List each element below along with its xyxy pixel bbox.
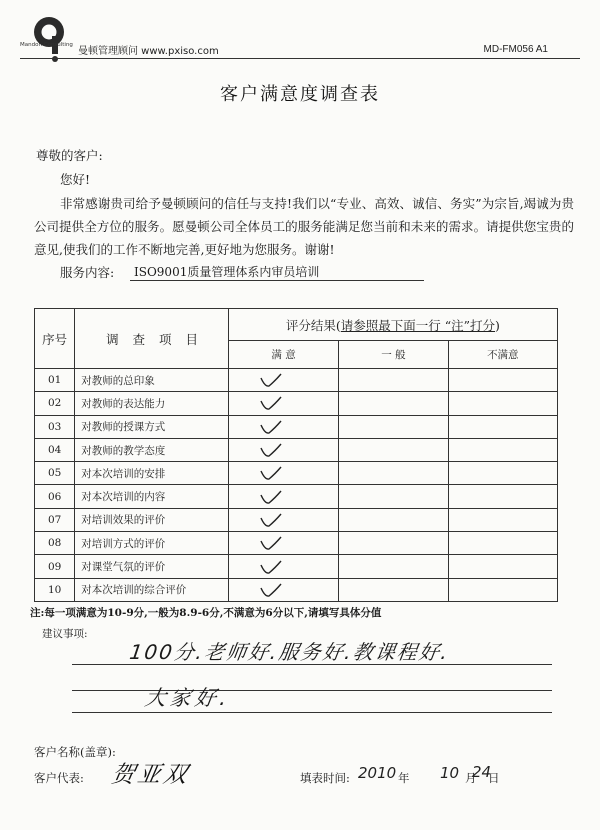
rating-cell-unsatisfied[interactable] bbox=[448, 485, 557, 508]
row-number: 10 bbox=[35, 578, 75, 601]
intro-paragraph: 非常感谢贵司给予曼顿顾问的信任与支持!我们以“专业、高效、诚信、务实”为宗旨,竭诚为贵公司提供全方位的服务。愿曼顿公司全体员工的服务能满足您当前和未来的需求。请提供您宝贵的意见,使我们的工作不断地完善,更好地为您服务。谢谢! bbox=[34, 196, 574, 257]
scoring-note: 注:每一项满意为10-9分,一般为8.9-6分,不满意为6分以下,请填写具体分值 bbox=[30, 607, 382, 619]
suggestion-label: 建议事项: bbox=[42, 628, 88, 640]
checkmark-icon bbox=[259, 442, 283, 458]
row-number: 03 bbox=[35, 415, 75, 438]
checkmark-icon bbox=[259, 419, 283, 435]
header-general: 一 般 bbox=[339, 341, 448, 369]
fill-time-label: 填表时间: bbox=[300, 771, 350, 785]
customer-name-label: 客户名称(盖章): bbox=[34, 745, 116, 759]
table-row bbox=[35, 555, 558, 578]
month-unit: 月 bbox=[465, 771, 477, 785]
rating-cell-general[interactable] bbox=[339, 578, 448, 601]
greeting: 尊敬的客户: bbox=[36, 148, 103, 163]
score-instruction: 请参照最下面一行 “注”打分 bbox=[340, 317, 496, 333]
page-title: 客户满意度调查表 bbox=[220, 84, 380, 105]
row-number: 05 bbox=[35, 462, 75, 485]
table-row bbox=[35, 485, 558, 508]
rating-cell-general[interactable] bbox=[339, 438, 448, 461]
row-number: 06 bbox=[35, 485, 75, 508]
row-item: 对培训方式的评价 bbox=[75, 532, 229, 555]
header-no: 序号 bbox=[35, 309, 75, 369]
rating-cell-general[interactable] bbox=[339, 462, 448, 485]
table-row bbox=[35, 438, 558, 461]
fill-day: 24 bbox=[472, 763, 492, 781]
rating-cell-unsatisfied[interactable] bbox=[448, 369, 557, 392]
table-row bbox=[35, 508, 558, 531]
table-row bbox=[35, 532, 558, 555]
header-satisfied: 满 意 bbox=[228, 341, 338, 369]
table-row bbox=[35, 578, 558, 601]
year-unit: 年 bbox=[398, 771, 410, 785]
rating-cell-unsatisfied[interactable] bbox=[448, 415, 557, 438]
checkmark-icon bbox=[259, 395, 283, 411]
rating-cell-satisfied[interactable] bbox=[228, 369, 338, 392]
header-divider bbox=[20, 58, 580, 59]
table-row bbox=[35, 462, 558, 485]
checkmark-icon bbox=[259, 559, 283, 575]
rating-cell-unsatisfied[interactable] bbox=[448, 392, 557, 415]
rating-cell-satisfied[interactable] bbox=[228, 532, 338, 555]
handwritten-suggestion-1: 100分.老师好.服务好.教课程好. bbox=[128, 640, 452, 664]
suggestion-line-3 bbox=[72, 712, 552, 713]
rating-cell-unsatisfied[interactable] bbox=[448, 555, 557, 578]
rating-cell-unsatisfied[interactable] bbox=[448, 438, 557, 461]
handwritten-suggestion-2: 大家好. bbox=[143, 686, 233, 710]
row-number: 07 bbox=[35, 508, 75, 531]
checkmark-icon bbox=[259, 512, 283, 528]
suggestion-line-2 bbox=[72, 690, 552, 691]
row-item: 对课堂气氛的评价 bbox=[75, 555, 229, 578]
row-number: 09 bbox=[35, 555, 75, 578]
hello-text: 您好! bbox=[60, 172, 91, 187]
rating-cell-unsatisfied[interactable] bbox=[448, 532, 557, 555]
header-score bbox=[228, 309, 557, 341]
checkmark-icon bbox=[259, 489, 283, 505]
document-code: MD-FM056 A1 bbox=[483, 44, 548, 55]
rating-cell-satisfied[interactable] bbox=[228, 462, 338, 485]
rating-cell-satisfied[interactable] bbox=[228, 438, 338, 461]
customer-signature: 贺亚双 bbox=[109, 762, 192, 788]
row-item: 对本次培训的安排 bbox=[75, 462, 229, 485]
rating-cell-unsatisfied[interactable] bbox=[448, 578, 557, 601]
mandon-logo-icon bbox=[22, 10, 76, 64]
rating-cell-general[interactable] bbox=[339, 369, 448, 392]
fill-month: 10 bbox=[440, 764, 460, 782]
score-suffix: ) bbox=[495, 317, 500, 333]
row-item: 对教师的表达能力 bbox=[75, 392, 229, 415]
row-item: 对教师的授课方式 bbox=[75, 415, 229, 438]
rating-cell-satisfied[interactable] bbox=[228, 415, 338, 438]
table-row bbox=[35, 415, 558, 438]
checkmark-icon bbox=[259, 582, 283, 598]
brand-line: 曼顿管理顾问 www.pxiso.com bbox=[78, 46, 219, 57]
day-unit: 日 bbox=[488, 771, 500, 785]
row-item: 对教师的教学态度 bbox=[75, 438, 229, 461]
checkmark-icon bbox=[259, 465, 283, 481]
table-row bbox=[35, 369, 558, 392]
rating-cell-satisfied[interactable] bbox=[228, 508, 338, 531]
row-item: 对教师的总印象 bbox=[75, 369, 229, 392]
checkmark-icon bbox=[259, 372, 283, 388]
logo-text: Mandon Consulting bbox=[20, 42, 73, 48]
row-item: 对本次培训的内容 bbox=[75, 485, 229, 508]
service-label: 服务内容: bbox=[60, 265, 115, 280]
rating-cell-general[interactable] bbox=[339, 392, 448, 415]
table-row bbox=[35, 392, 558, 415]
service-value: ISO9001质量管理体系内审员培训 bbox=[130, 263, 424, 281]
rating-cell-general[interactable] bbox=[339, 532, 448, 555]
rating-cell-general[interactable] bbox=[339, 485, 448, 508]
row-number: 04 bbox=[35, 438, 75, 461]
rating-cell-unsatisfied[interactable] bbox=[448, 462, 557, 485]
fill-year: 2010 bbox=[358, 764, 397, 782]
rating-cell-satisfied[interactable] bbox=[228, 555, 338, 578]
row-number: 02 bbox=[35, 392, 75, 415]
row-number: 01 bbox=[35, 369, 75, 392]
rating-cell-satisfied[interactable] bbox=[228, 578, 338, 601]
header-item: 调 查 项 目 bbox=[75, 309, 229, 369]
score-prefix: 评分结果( bbox=[285, 317, 341, 333]
survey-table bbox=[34, 308, 558, 602]
row-item: 对本次培训的综合评价 bbox=[75, 578, 229, 601]
rating-cell-satisfied[interactable] bbox=[228, 392, 338, 415]
row-item: 对培训效果的评价 bbox=[75, 508, 229, 531]
rating-cell-general[interactable] bbox=[339, 415, 448, 438]
rating-cell-general[interactable] bbox=[339, 555, 448, 578]
row-number: 08 bbox=[35, 532, 75, 555]
rating-cell-general[interactable] bbox=[339, 508, 448, 531]
rating-cell-satisfied[interactable] bbox=[228, 485, 338, 508]
checkmark-icon bbox=[259, 535, 283, 551]
customer-rep-label: 客户代表: bbox=[34, 771, 84, 785]
header-unsatisfied: 不满意 bbox=[448, 341, 557, 369]
rating-cell-unsatisfied[interactable] bbox=[448, 508, 557, 531]
